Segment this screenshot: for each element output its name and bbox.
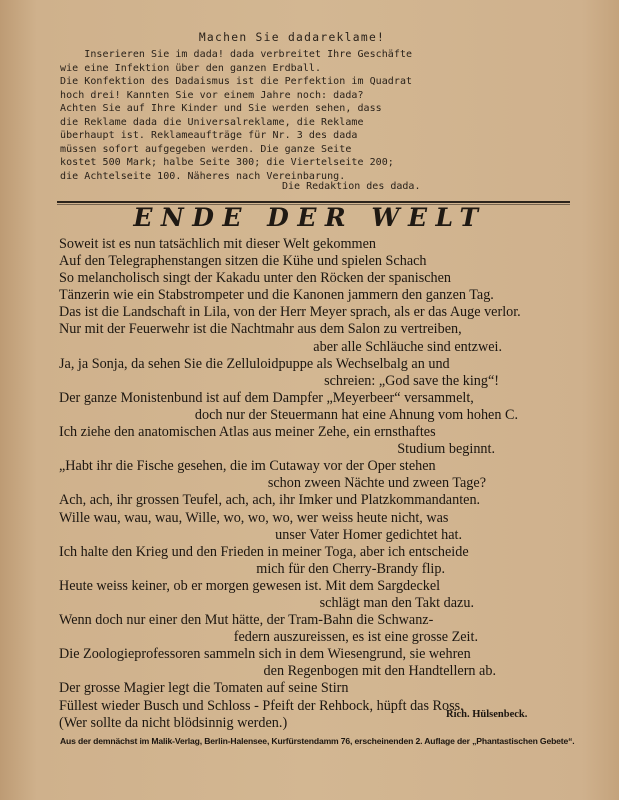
poem-line: (Wer sollte da nicht blödsinnig werden.) xyxy=(59,714,288,731)
poem-line: doch nur der Steuermann hat eine Ahnung vom hohen C. xyxy=(194,406,518,423)
poem-line: federn auszureissen, es ist eine grosse Zeit. xyxy=(233,629,478,646)
poem-line: unser Vater Homer gedichtet hat. xyxy=(275,526,462,543)
advertisement-signature: Die Redaktion des dada. xyxy=(282,181,421,192)
poem-line: Auf den Telegraphenstangen sitzen die Kühe und spielen Schach xyxy=(59,253,427,270)
ad-line: überhaupt ist. Reklameaufträge für Nr. 3 des dada xyxy=(60,130,358,141)
poem-line: Ach, ach, ihr grossen Teufel, ach, ach, ihr Imker und Platzkommandanten. xyxy=(59,492,481,509)
poem-line: Füllest wieder Busch und Schloss - Pfeift der Rehbock, hüpft das Ross. xyxy=(59,697,464,714)
poem-body xyxy=(59,236,564,732)
poem-line: Heute weiss keiner, ob er morgen gewesen ist. Mit dem Sargdeckel xyxy=(59,577,441,594)
advertisement-body xyxy=(60,48,460,183)
poem-line: Wenn doch nur einer den Mut hätte, der Tram-Bahn die Schwanz- xyxy=(59,612,434,629)
ad-line: wie eine Infektion über den ganzen Erdball. xyxy=(60,62,322,74)
ad-line: müssen sofort aufgegeben werden. Die ganze Seite xyxy=(60,143,352,155)
poem-line: aber alle Schläuche sind entzwei. xyxy=(313,338,502,355)
ad-line: Die Konfektion des Dadaismus ist die Perfektion im Quadrat xyxy=(60,76,413,87)
poem-line: Die Zoologieprofessoren sammeln sich in dem Wiesengrund, sie wehren xyxy=(59,646,471,663)
poem-line: schreien: „God save the king“! xyxy=(324,372,499,389)
poem-line: Der grosse Magier legt die Tomaten auf seine Stirn xyxy=(59,680,349,697)
poem-author: Rich. Hülsenbeck. xyxy=(446,709,528,720)
publication-footnote: Aus der demnächst im Malik-Verlag, Berlin-Halensee, Kurfürstendamm 76, erscheinenden 2. Auflage der „Phantastischen Gebete“. xyxy=(60,736,575,746)
poem-line: So melancholisch singt der Kakadu unter den Röcken der spanischen xyxy=(59,270,452,287)
poem-line: schon zween Nächte und zween Tage? xyxy=(267,475,486,492)
poem-line: Das ist die Landschaft in Lila, von der Herr Meyer sprach, als er das Auge verlor. xyxy=(59,304,521,321)
poem-title: ENDE DER WELT xyxy=(133,203,487,232)
poem-line: „Habt ihr die Fische gesehen, die im Cutaway vor der Oper stehen xyxy=(59,458,436,475)
ad-line: kostet 500 Mark; halbe Seite 300; die Viertelseite 200; xyxy=(60,157,394,168)
poem-line: Nur mit der Feuerwehr ist die Nachtmahr aus dem Salon zu vertreiben, xyxy=(59,321,462,338)
ad-line: die Achtelseite 100. Näheres nach Vereinbarung. xyxy=(60,170,346,182)
advertisement-heading: Machen Sie dadareklame! xyxy=(198,31,386,44)
ad-line: Achten Sie auf Ihre Kinder und Sie werden sehen, dass xyxy=(60,103,382,114)
poem-line: Soweit ist es nun tatsächlich mit dieser Welt gekommen xyxy=(59,236,376,252)
poem-line: Der ganze Monistenbund ist auf dem Dampfer „Meyerbeer“ versammelt, xyxy=(59,389,474,406)
poem-line: Ich halte den Krieg und den Frieden in meiner Toga, aber ich entscheide xyxy=(59,543,469,560)
poem-line: mich für den Cherry-Brandy flip. xyxy=(256,560,445,577)
poem-line: den Regenbogen mit den Handtellern ab. xyxy=(263,663,496,680)
poem-line: Ja, ja Sonja, da sehen Sie die Zelluloidpuppe als Wechselbalg an und xyxy=(59,355,450,372)
ad-line: Inserieren Sie im dada! dada verbreitet Ihre Geschäfte xyxy=(60,49,413,60)
poem-line: Ich ziehe den anatomischen Atlas aus meiner Zehe, ein ernsthaftes xyxy=(59,424,436,441)
ad-line: hoch drei! Kannten Sie vor einem Jahre noch: dada? xyxy=(60,89,364,101)
poem-line: schlägt man den Takt dazu. xyxy=(319,594,474,611)
poem-line: Tänzerin wie ein Stabstrompeter und die Kanonen jammern den ganzen Tag. xyxy=(59,287,494,304)
ad-line: die Reklame dada die Universalreklame, die Reklame xyxy=(60,116,364,128)
poem-line: Wille wau, wau, wau, Wille, wo, wo, wo, wer weiss heute nicht, was xyxy=(59,509,449,526)
poem-line: Studium beginnt. xyxy=(397,441,495,458)
